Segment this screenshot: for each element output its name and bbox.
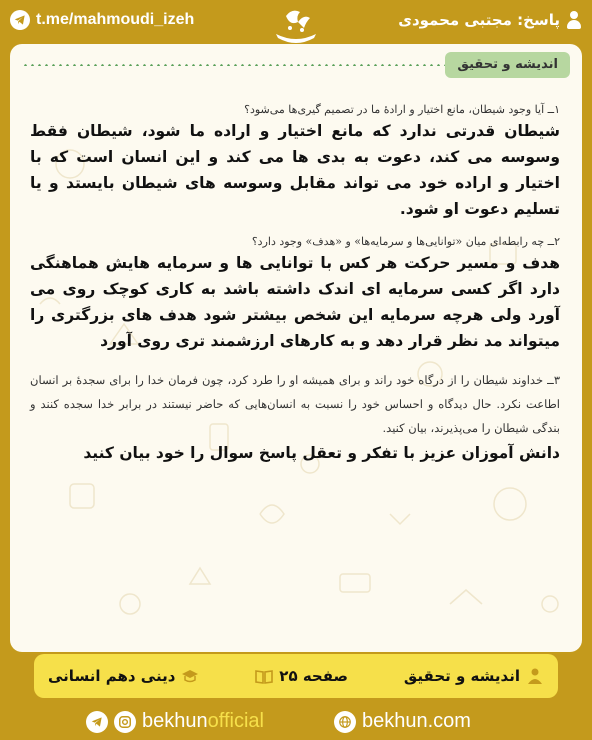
- bottom-book: [48, 667, 199, 685]
- dotted-divider: [22, 64, 452, 66]
- bottom-section-text: اندیشه و تحقیق: [403, 667, 520, 685]
- question-2: ۲ــ چه رابطه‌ای میان «توانایی‌ها و سرمایه‌ها» و «هدف» وجود دارد؟: [251, 235, 560, 248]
- author-text: پاسخ: مجتبی محمودی: [398, 11, 560, 29]
- user-icon: [566, 11, 582, 29]
- footer: [0, 706, 592, 740]
- channel-text: t.me/mahmoudi_izeh: [36, 11, 195, 28]
- answer-2: هدف و مسیر حرکت هر کس با توانایی ها و سرمایه هایش هماهنگی دارد اگر کسی سرمایه ای اندک داشته باشد به کاری کوچک روی می آورد ولی هرچه سرمایه این شخص بیشتر شود هدف های بزرگتری را میتواند مد نظر قرار دهد و به کارهای ارزشمند تری روی آورد: [30, 254, 560, 350]
- question-3: ۳ــ خداوند شیطان را از درگاه خود راند و برای همیشه او را طرد کرد، چون فرمان خدا را برای سجدهٔ بر انسان اطاعت نکرد. حال دیدگاه و احساس خود را نسبت به انسان‌هایی که حاضر نیستند در برابر خدا سجده کنند و بندگی شیطان را می‌پذیرند، بیان کنید.: [30, 373, 560, 435]
- answer-3: دانش آموزان عزیز با تفکر و تعقل پاسخ سوال را خود بیان کنید: [83, 444, 560, 462]
- logo: [268, 4, 324, 48]
- bottom-page: [255, 667, 348, 685]
- instagram-icon: [114, 711, 136, 733]
- graduation-cap-icon: [181, 668, 199, 684]
- website-text: bekhun.com: [362, 710, 471, 732]
- bottom-book-text: دینی دهم انسانی: [48, 667, 176, 685]
- student-icon: [526, 668, 544, 684]
- social-handle[interactable]: [86, 710, 264, 733]
- channel-link[interactable]: [10, 8, 194, 32]
- handle-text: bekhunofficial: [142, 710, 264, 732]
- bottom-section: [404, 667, 544, 685]
- globe-icon: [334, 711, 356, 733]
- qa-content: [30, 102, 560, 466]
- section-tag: اندیشه و تحقیق: [445, 52, 570, 78]
- book-icon: [255, 668, 273, 684]
- answer-1: شیطان قدرتی ندارد که مانع اختیار و اراده ما شود، شیطان فقط وسوسه می کند، دعوت به بدی ها می کند و این انسان است که با اختیار و اراده خود می تواند مقابل وسوسه های شیطان بایستد و یا تسلیم دعوت او شود.: [30, 122, 560, 218]
- bottom-page-text: صفحه ۲۵: [279, 667, 349, 685]
- question-1: ۱ــ آیا وجود شیطان، مانع اختیار و ارادهٔ ما در تصمیم گیری‌ها می‌شود؟: [244, 103, 560, 116]
- bottom-info-bar: [34, 654, 558, 698]
- content-card: [10, 44, 582, 652]
- telegram-icon: [86, 711, 108, 733]
- website-link[interactable]: [334, 710, 471, 733]
- telegram-icon: [10, 10, 30, 30]
- author-label: [398, 8, 582, 32]
